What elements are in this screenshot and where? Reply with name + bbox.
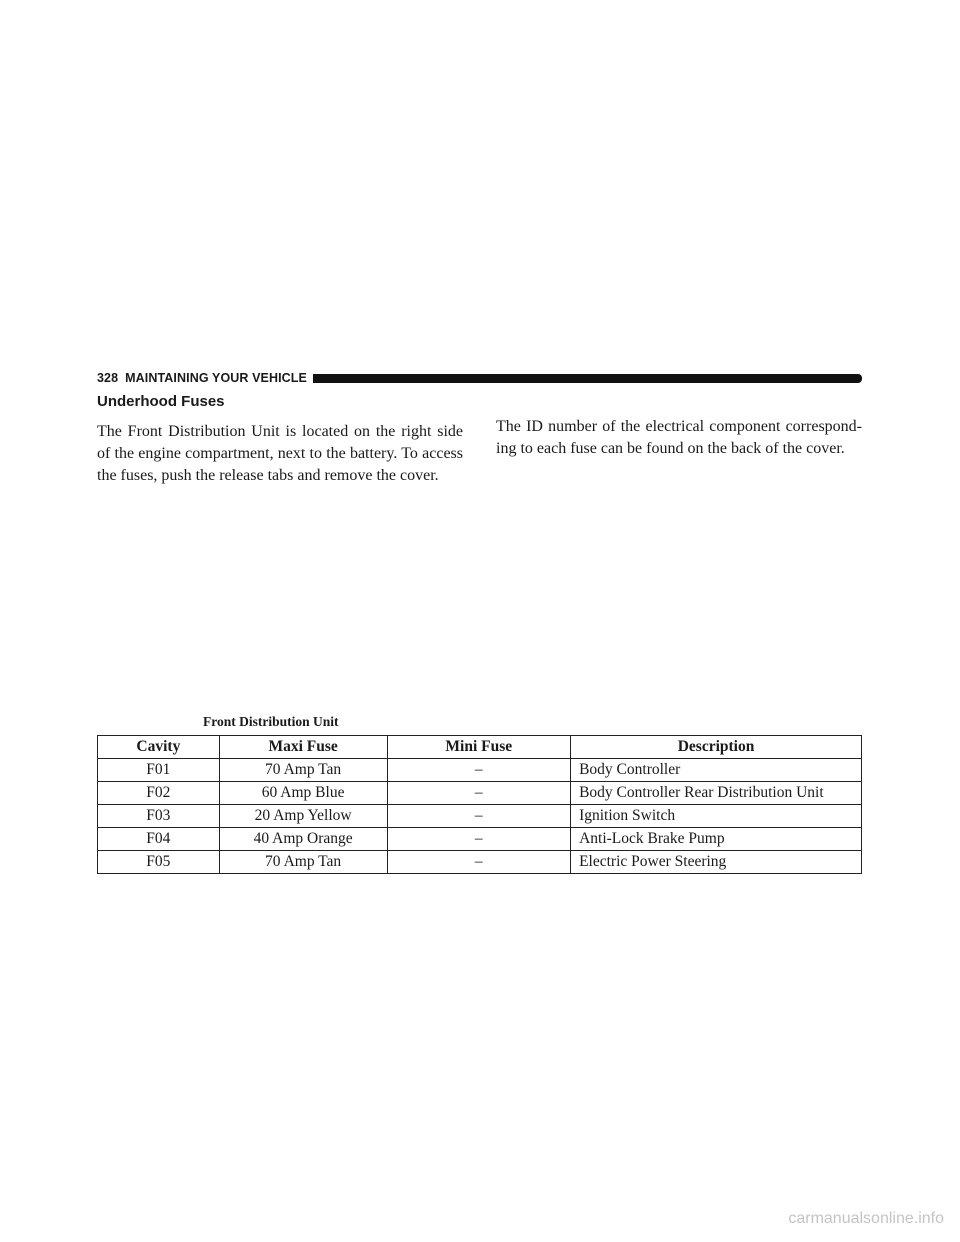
id-number-paragraph: The ID number of the electrical component correspond-ing to each fuse can be found on the back of the cover.	[496, 418, 862, 457]
right-column	[496, 416, 862, 460]
table-row	[98, 782, 862, 805]
page-number: 328	[97, 371, 119, 385]
table-row	[98, 759, 862, 782]
mini-fuse-cell: –	[387, 759, 571, 782]
mini-fuse-cell: –	[387, 828, 571, 851]
column-header-cavity: Cavity	[98, 736, 220, 759]
table-header-row	[98, 736, 862, 759]
section-title: MAINTAINING YOUR VEHICLE	[125, 371, 307, 385]
cavity-cell: F04	[98, 828, 220, 851]
maxi-fuse-cell: 60 Amp Blue	[219, 782, 387, 805]
table-caption: Front Distribution Unit	[203, 714, 339, 729]
page-header	[97, 368, 862, 388]
column-header-description: Description	[571, 736, 862, 759]
column-header-mini-fuse: Mini Fuse	[387, 736, 571, 759]
mini-fuse-cell: –	[387, 851, 571, 874]
cavity-cell: F02	[98, 782, 220, 805]
maxi-fuse-cell: 70 Amp Tan	[219, 851, 387, 874]
cavity-cell: F03	[98, 805, 220, 828]
maxi-fuse-cell: 70 Amp Tan	[219, 759, 387, 782]
description-cell: Electric Power Steering	[571, 851, 862, 874]
description-cell: Ignition Switch	[571, 805, 862, 828]
column-header-maxi-fuse: Maxi Fuse	[219, 736, 387, 759]
fuse-table	[97, 735, 862, 874]
description-cell: Body Controller	[571, 759, 862, 782]
maxi-fuse-cell: 20 Amp Yellow	[219, 805, 387, 828]
mini-fuse-cell: –	[387, 805, 571, 828]
intro-paragraph: The Front Distribution Unit is located on the right side of the engine compartment, next to the battery. To access the fuses, push the release tabs and remove the cover.	[97, 423, 463, 484]
maxi-fuse-cell: 40 Amp Orange	[219, 828, 387, 851]
description-cell: Anti-Lock Brake Pump	[571, 828, 862, 851]
table-row	[98, 805, 862, 828]
section-heading: Underhood Fuses	[97, 393, 225, 410]
left-column	[97, 392, 463, 487]
cavity-cell: F01	[98, 759, 220, 782]
watermark: carmanualsonline.info	[788, 1210, 944, 1227]
description-cell: Body Controller Rear Distribution Unit	[571, 782, 862, 805]
table-row	[98, 828, 862, 851]
mini-fuse-cell: –	[387, 782, 571, 805]
cavity-cell: F05	[98, 851, 220, 874]
table-row	[98, 851, 862, 874]
header-rule	[313, 374, 862, 383]
